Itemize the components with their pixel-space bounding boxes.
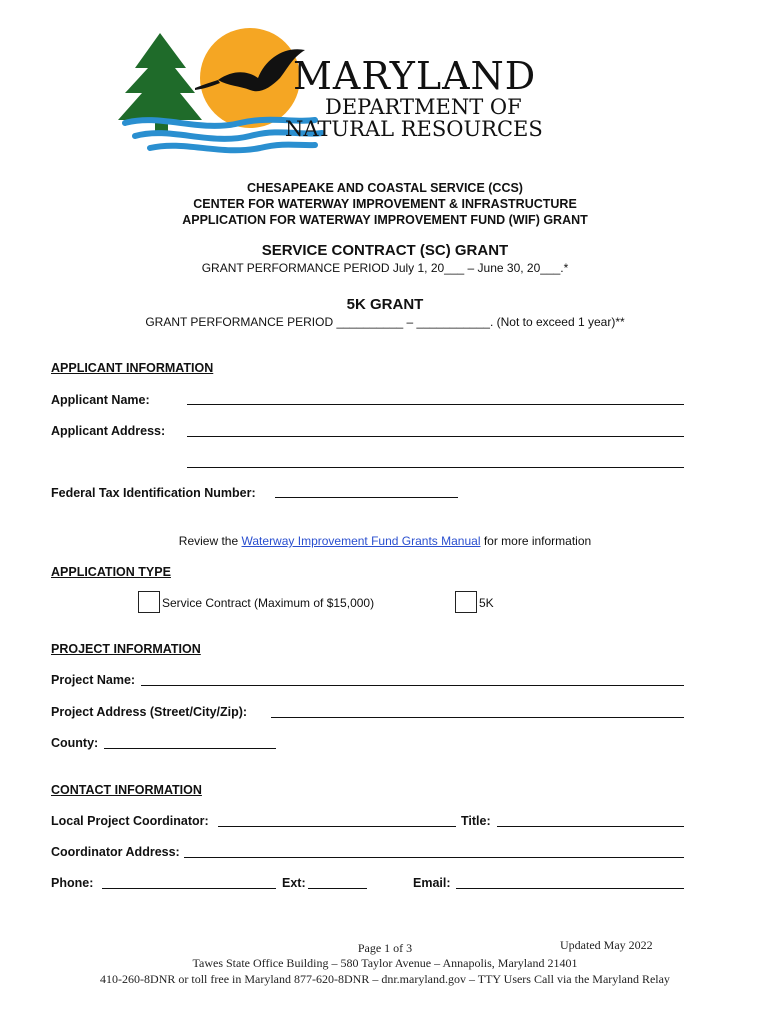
applicant-name-field[interactable]: [187, 404, 684, 405]
logo-subtitle-2: NATURAL RESOURCES: [285, 117, 543, 141]
logo-subtitle-1: DEPARTMENT OF: [325, 95, 522, 119]
grants-manual-link[interactable]: Waterway Improvement Fund Grants Manual: [241, 534, 481, 548]
5k-grant-title: 5K GRANT: [346, 296, 424, 313]
tax-id-field[interactable]: [275, 497, 458, 498]
service-contract-checkbox[interactable]: [138, 591, 160, 613]
title-label: Title:: [461, 814, 491, 828]
county-field[interactable]: [104, 748, 276, 749]
applicant-address-label: Applicant Address:: [51, 424, 166, 438]
ext-label: Ext:: [282, 876, 306, 890]
applicant-section-heading: APPLICANT INFORMATION: [51, 361, 214, 375]
application-type-heading: APPLICATION TYPE: [51, 565, 171, 579]
service-contract-label: Service Contract (Maximum of $15,000): [162, 596, 375, 610]
coordinator-address-label: Coordinator Address:: [51, 845, 180, 859]
tax-id-label: Federal Tax Identification Number:: [51, 486, 256, 500]
review-suffix: for more information: [480, 534, 592, 548]
logo-title: MARYLAND: [293, 54, 537, 98]
project-address-label: Project Address (Street/City/Zip):: [51, 705, 248, 719]
project-section-heading: PROJECT INFORMATION: [51, 642, 201, 656]
coordinator-field[interactable]: [218, 826, 456, 827]
review-note: [0, 534, 770, 548]
applicant-address-field[interactable]: [187, 436, 684, 437]
email-field[interactable]: [456, 888, 684, 889]
5k-label: 5K: [479, 596, 494, 610]
header-line-1: CHESAPEAKE AND COASTAL SERVICE (CCS): [247, 181, 523, 195]
review-prefix: Review the: [178, 534, 242, 548]
header-line-3: APPLICATION FOR WATERWAY IMPROVEMENT FUND (WIF) GRANT: [182, 213, 588, 227]
page-number: Page 1 of 3: [357, 941, 413, 955]
project-name-label: Project Name:: [51, 673, 136, 687]
county-label: County:: [51, 736, 99, 750]
header-line-2: CENTER FOR WATERWAY IMPROVEMENT & INFRASTRUCTURE: [193, 197, 577, 211]
sc-grant-title: SERVICE CONTRACT (SC) GRANT: [261, 242, 509, 259]
5k-checkbox[interactable]: [455, 591, 477, 613]
footer-contact: 410-260-8DNR or toll free in Maryland 877-620-8DNR – dnr.maryland.gov – TTY Users Call via the Maryland Relay: [100, 972, 670, 986]
project-name-field[interactable]: [141, 685, 684, 686]
ext-field[interactable]: [308, 888, 367, 889]
phone-field[interactable]: [102, 888, 276, 889]
footer-address: Tawes State Office Building – 580 Taylor Avenue – Annapolis, Maryland 21401: [192, 956, 578, 970]
contact-section-heading: CONTACT INFORMATION: [51, 783, 202, 797]
applicant-name-label: Applicant Name:: [51, 393, 150, 407]
title-field[interactable]: [497, 826, 684, 827]
coordinator-address-field[interactable]: [184, 857, 684, 858]
project-address-field[interactable]: [271, 717, 684, 718]
5k-grant-period: GRANT PERFORMANCE PERIOD __________ – ___________. (Not to exceed 1 year)**: [145, 315, 625, 329]
email-label: Email:: [413, 876, 451, 890]
applicant-address-field-2[interactable]: [187, 467, 684, 468]
phone-label: Phone:: [51, 876, 94, 890]
updated-date: Updated May 2022: [560, 938, 653, 952]
program-header: [0, 180, 770, 228]
sc-grant-period: GRANT PERFORMANCE PERIOD July 1, 20___ – June 30, 20___.*: [201, 261, 569, 275]
coordinator-label: Local Project Coordinator:: [51, 814, 209, 828]
